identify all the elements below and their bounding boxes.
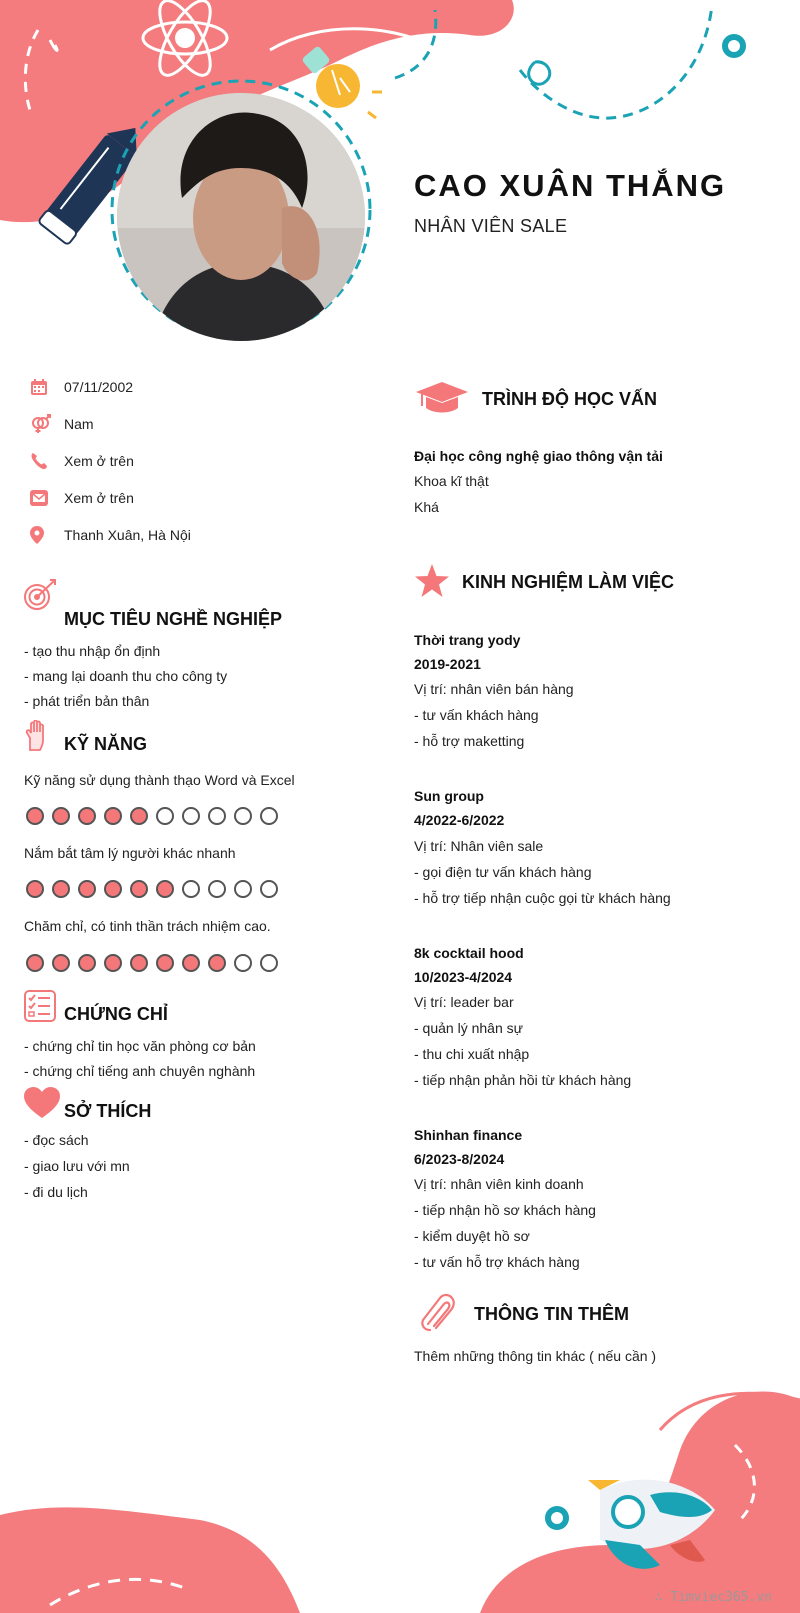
phone-icon bbox=[24, 449, 64, 473]
job-task: - gọi điện tư vấn khách hàng bbox=[414, 864, 592, 880]
email-icon bbox=[24, 486, 64, 510]
job-company: Sun group bbox=[414, 788, 484, 804]
contact-email bbox=[24, 485, 384, 511]
job-task: - thu chi xuất nhập bbox=[414, 1046, 530, 1062]
education-school: Đại học công nghệ giao thông vận tải bbox=[414, 448, 663, 464]
certificate-item: - chứng chỉ tin học văn phòng cơ bản bbox=[24, 1038, 256, 1054]
skill-dot-empty bbox=[234, 880, 252, 898]
skill-dot-empty bbox=[234, 807, 252, 825]
hobby-item: - đi du lịch bbox=[24, 1184, 88, 1200]
phone-text: Xem ở trên bbox=[64, 453, 134, 469]
heart-icon bbox=[24, 1087, 60, 1119]
education-title: TRÌNH ĐỘ HỌC VẤN bbox=[482, 389, 657, 409]
skill-dot-filled bbox=[130, 807, 148, 825]
education-faculty: Khoa kĩ thật bbox=[414, 473, 489, 489]
email-text: Xem ở trên bbox=[64, 490, 134, 506]
skill-label: Kỹ năng sử dụng thành thạo Word và Excel bbox=[24, 772, 295, 788]
skill-dot-filled bbox=[104, 880, 122, 898]
hand-icon bbox=[24, 720, 50, 752]
certificates-title: CHỨNG CHỈ bbox=[64, 1004, 168, 1024]
skill-dot-filled bbox=[104, 807, 122, 825]
job-task: - tiếp nhận phản hồi từ khách hàng bbox=[414, 1072, 632, 1088]
certificate-item: - chứng chỉ tiếng anh chuyên nghành bbox=[24, 1063, 256, 1079]
profile-photo bbox=[112, 88, 370, 346]
skill-dot-empty bbox=[260, 880, 278, 898]
hobby-item: - đọc sách bbox=[24, 1132, 89, 1148]
address-text: Thanh Xuân, Hà Nội bbox=[64, 527, 191, 543]
gender-icon bbox=[24, 412, 64, 436]
job-period: 10/2023-4/2024 bbox=[414, 969, 513, 985]
job-task: - hỗ trợ maketting bbox=[414, 733, 525, 749]
skill-dot-filled bbox=[52, 807, 70, 825]
gender-text: Nam bbox=[64, 416, 94, 432]
objective-item: - phát triển bản thân bbox=[24, 693, 150, 709]
skill-dot-filled bbox=[26, 807, 44, 825]
location-pin-icon bbox=[24, 523, 64, 547]
skill-dot-empty bbox=[234, 954, 252, 972]
skill-dot-empty bbox=[260, 807, 278, 825]
objective-item: - mang lại doanh thu cho công ty bbox=[24, 668, 228, 684]
job-task: - tiếp nhận hồ sơ khách hàng bbox=[414, 1202, 596, 1218]
job-period: 4/2022-6/2022 bbox=[414, 812, 505, 828]
job-position: Vị trí: nhân viên bán hàng bbox=[414, 681, 574, 697]
skill-dot-filled bbox=[26, 954, 44, 972]
skill-dot-filled bbox=[52, 954, 70, 972]
hobbies-title: SỞ THÍCH bbox=[64, 1101, 152, 1121]
skill-rating bbox=[26, 807, 278, 825]
graduation-cap-icon bbox=[414, 380, 470, 416]
skill-dot-filled bbox=[26, 880, 44, 898]
skill-dot-filled bbox=[182, 954, 200, 972]
skill-dot-filled bbox=[52, 880, 70, 898]
job-task: - tư vấn khách hàng bbox=[414, 707, 539, 723]
skill-dot-filled bbox=[104, 954, 122, 972]
skill-label: Chăm chỉ, có tinh thần trách nhiệm cao. bbox=[24, 918, 271, 934]
job-task: - kiểm duyệt hồ sơ bbox=[414, 1228, 530, 1244]
job-task: - hỗ trợ tiếp nhận cuộc gọi từ khách hàng bbox=[414, 890, 671, 906]
contact-phone bbox=[24, 448, 384, 474]
skill-dot-filled bbox=[156, 954, 174, 972]
experience-title: KINH NGHIỆM LÀM VIỆC bbox=[462, 572, 675, 592]
skill-dot-filled bbox=[130, 954, 148, 972]
job-task: - quản lý nhân sự bbox=[414, 1020, 523, 1036]
watermark: ∴ Timviec365.vn bbox=[654, 1590, 772, 1605]
objective-title: MỤC TIÊU NGHỀ NGHIỆP bbox=[64, 609, 283, 629]
candidate-name: CAO XUÂN THẮNG bbox=[414, 168, 727, 203]
hobby-item: - giao lưu với mn bbox=[24, 1158, 130, 1174]
skill-dot-empty bbox=[208, 880, 226, 898]
skill-dot-empty bbox=[156, 807, 174, 825]
contact-address bbox=[24, 522, 384, 548]
skills-title: KỸ NĂNG bbox=[64, 734, 148, 754]
education-grade: Khá bbox=[414, 499, 439, 515]
skill-dot-empty bbox=[260, 954, 278, 972]
skill-dot-empty bbox=[208, 807, 226, 825]
skill-dot-filled bbox=[78, 954, 96, 972]
skill-label: Nắm bắt tâm lý người khác nhanh bbox=[24, 845, 236, 861]
job-period: 6/2023-8/2024 bbox=[414, 1151, 505, 1167]
skill-rating bbox=[26, 954, 278, 972]
extra-text: Thêm những thông tin khác ( nếu cần ) bbox=[414, 1348, 657, 1364]
skill-dot-empty bbox=[182, 807, 200, 825]
birthdate-text: 07/11/2002 bbox=[64, 379, 134, 395]
star-icon bbox=[414, 564, 450, 598]
job-position: Vị trí: leader bar bbox=[414, 994, 514, 1010]
skill-dot-filled bbox=[156, 880, 174, 898]
candidate-role: NHÂN VIÊN SALE bbox=[414, 216, 568, 236]
contact-birthdate bbox=[24, 374, 384, 400]
job-company: Shinhan finance bbox=[414, 1127, 523, 1143]
objective-item: - tạo thu nhập ổn định bbox=[24, 643, 161, 659]
job-task: - tư vấn hỗ trợ khách hàng bbox=[414, 1254, 580, 1270]
job-position: Vị trí: Nhân viên sale bbox=[414, 838, 544, 854]
job-company: Thời trang yody bbox=[414, 632, 521, 648]
skill-dot-empty bbox=[182, 880, 200, 898]
calendar-icon bbox=[24, 375, 64, 399]
skill-dot-filled bbox=[130, 880, 148, 898]
job-position: Vị trí: nhân viên kinh doanh bbox=[414, 1176, 584, 1192]
contact-gender bbox=[24, 411, 384, 437]
paperclip-icon bbox=[418, 1292, 460, 1334]
skill-rating bbox=[26, 880, 278, 898]
extra-title: THÔNG TIN THÊM bbox=[474, 1304, 629, 1324]
checklist-icon bbox=[24, 990, 56, 1022]
skill-dot-filled bbox=[78, 880, 96, 898]
target-icon bbox=[22, 578, 58, 612]
skill-dot-filled bbox=[78, 807, 96, 825]
job-period: 2019-2021 bbox=[414, 656, 481, 672]
job-company: 8k cocktail hood bbox=[414, 945, 524, 961]
skill-dot-filled bbox=[208, 954, 226, 972]
